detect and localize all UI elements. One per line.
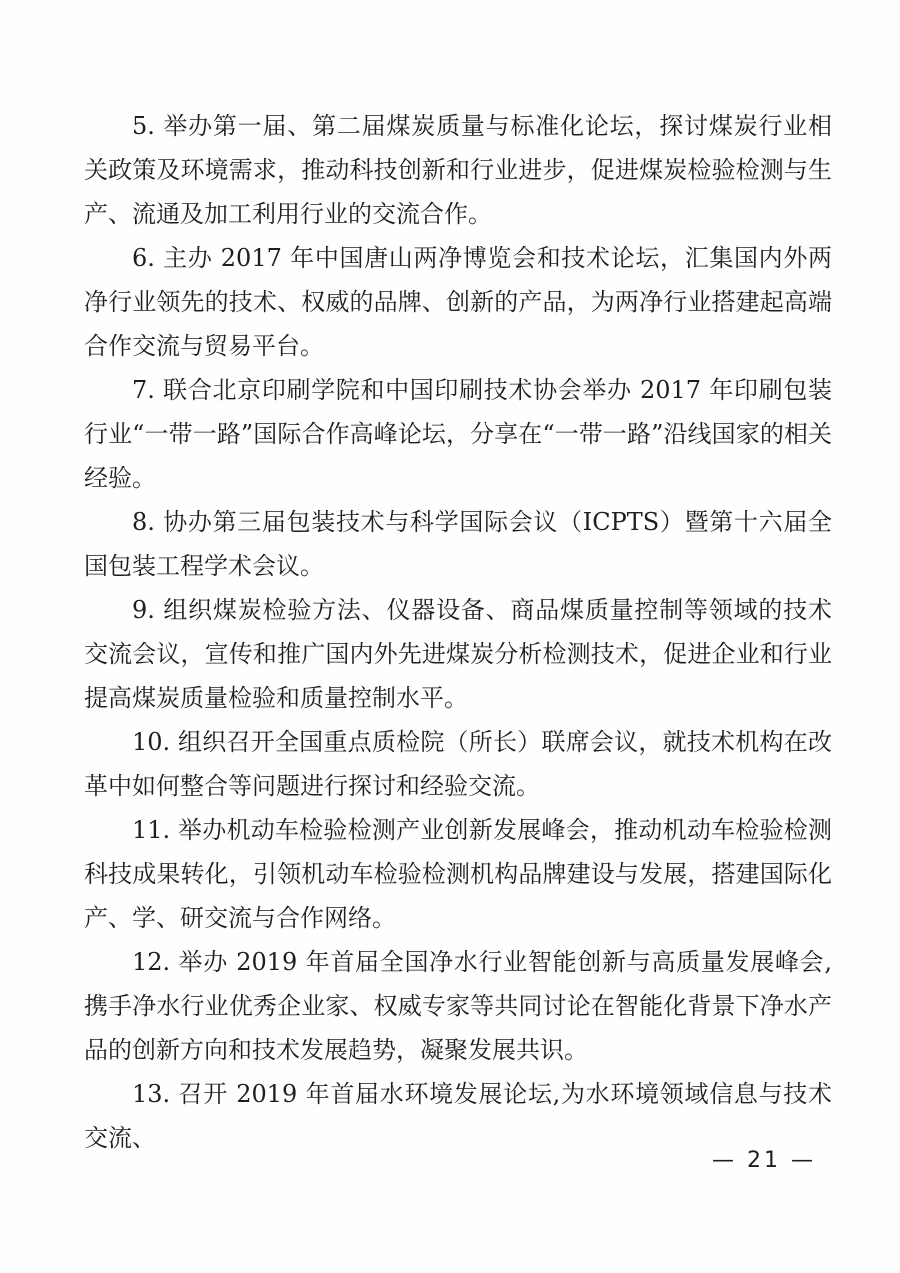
list-item-6: 6. 主办 2017 年中国唐山两净博览会和技术论坛，汇集国内外两净行业领先的技术、权威的品牌、创新的产品，为两净行业搭建起高端合作交流与贸易平台。 [84, 244, 832, 360]
list-item-5: 5. 举办第一届、第二届煤炭质量与标准化论坛，探讨煤炭行业相关政策及环境需求，推动科技创新和行业进步，促进煤炭检验检测与生产、流通及加工利用行业的交流合作。 [84, 112, 832, 228]
list-item-11: 11. 举办机动车检验检测产业创新发展峰会，推动机动车检验检测科技成果转化，引领机动车检验检测机构品牌建设与发展，搭建国际化产、学、研交流与合作网络。 [84, 816, 832, 932]
list-item-10: 10. 组织召开全国重点质检院（所长）联席会议，就技术机构在改革中如何整合等问题进行探讨和经验交流。 [84, 728, 832, 800]
document-body [84, 104, 832, 1160]
list-item-12: 12. 举办 2019 年首届全国净水行业智能创新与高质量发展峰会,携手净水行业优秀企业家、权威专家等共同讨论在智能化背景下净水产品的创新方向和技术发展趋势，凝聚发展共识。 [84, 948, 832, 1064]
list-item-9: 9. 组织煤炭检验方法、仪器设备、商品煤质量控制等领域的技术交流会议，宣传和推广国内外先进煤炭分析检测技术，促进企业和行业提高煤炭质量检验和质量控制水平。 [84, 596, 832, 712]
page-number: — 21 — [712, 1148, 816, 1173]
list-item-13: 13. 召开 2019 年首届水环境发展论坛,为水环境领域信息与技术交流、 [84, 1080, 832, 1152]
list-item-7: 7. 联合北京印刷学院和中国印刷技术协会举办 2017 年印刷包装行业“一带一路”国际合作高峰论坛，分享在“一带一路”沿线国家的相关经验。 [84, 376, 832, 492]
list-item-8: 8. 协办第三届包装技术与科学国际会议（ICPTS）暨第十六届全国包装工程学术会议。 [84, 508, 832, 580]
